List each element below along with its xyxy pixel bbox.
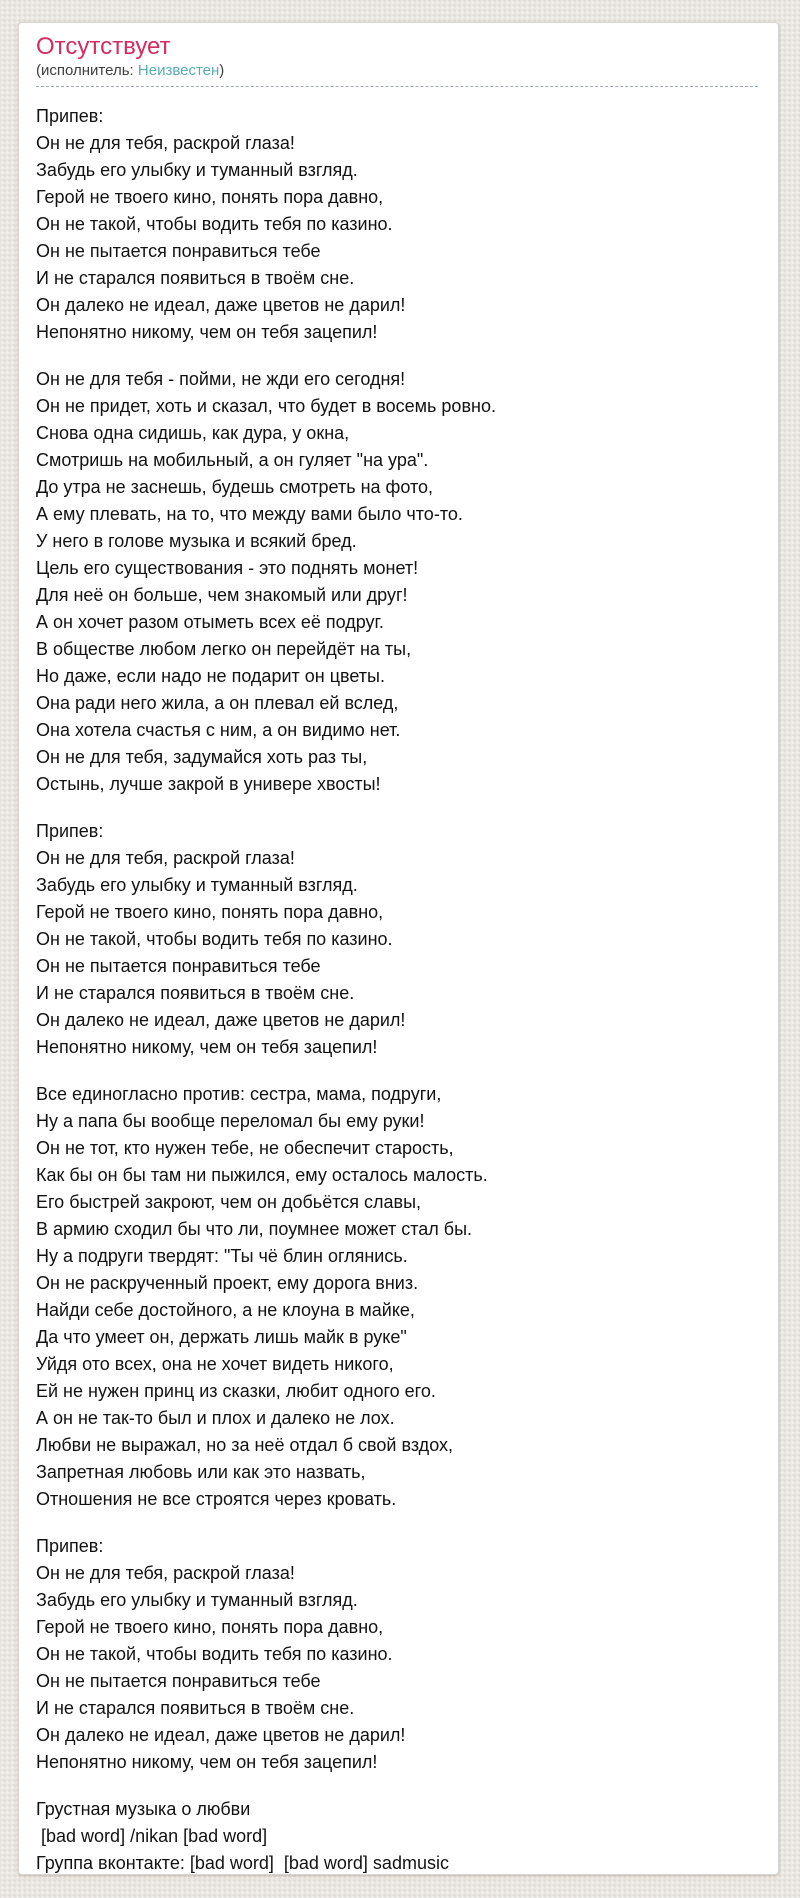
lyric-line: Непонятно никому, чем он тебя зацепил! [36,1037,378,1057]
lyrics-card [18,22,779,1875]
lyric-line: Припев: [36,821,104,841]
lyric-line: Он не для тебя, раскрой глаза! [36,848,295,868]
lyric-line: Он не пытается понравиться тебе [36,241,321,261]
lyrics-block [36,1796,758,1875]
lyric-line: Герой не твоего кино, понять пора давно, [36,1617,384,1637]
lyric-line: Ну а папа бы вообще переломал бы ему руки! [36,1111,425,1131]
lyrics-block [36,1081,758,1513]
lyric-line: Но даже, если надо не подарит он цветы. [36,666,385,686]
lyric-line: Непонятно никому, чем он тебя зацепил! [36,322,378,342]
lyric-line: Она хотела счастья с ним, а он видимо нет. [36,720,401,740]
lyric-line: И не старался появиться в твоём сне. [36,268,355,288]
lyric-line: Для неё он больше, чем знакомый или друг! [36,585,408,605]
lyric-line: Он не такой, чтобы водить тебя по казино. [36,1644,393,1664]
lyric-line: Он далеко не идеал, даже цветов не дарил! [36,1010,406,1030]
lyric-line: Он не пытается понравиться тебе [36,956,321,976]
lyric-line: Ей не нужен принц из сказки, любит одного его. [36,1381,436,1401]
lyric-line: Смотришь на мобильный, а он гуляет "на ура". [36,450,429,470]
lyric-line: [bad word] /nikan [bad word] [36,1826,268,1846]
lyric-line: Герой не твоего кино, понять пора давно, [36,902,384,922]
lyric-line: Уйдя ото всех, она не хочет видеть никого, [36,1354,394,1374]
lyric-line: А он хочет разом отыметь всех её подруг. [36,612,384,632]
lyric-line: Он далеко не идеал, даже цветов не дарил! [36,1725,406,1745]
lyric-line: И не старался появиться в твоём сне. [36,1698,355,1718]
artist-line [36,62,758,87]
lyric-line: Грустная музыка о любви [36,1799,251,1819]
lyric-line: Снова одна сидишь, как дура, у окна, [36,423,350,443]
lyric-line: Он не придет, хоть и сказал, что будет в восемь ровно. [36,396,496,416]
lyric-line: Он не пытается понравиться тебе [36,1671,321,1691]
lyric-line: А ему плевать, на то, что между вами было что-то. [36,504,463,524]
lyric-line: Он не для тебя - пойми, не жди его сегодня! [36,369,406,389]
lyric-line: У него в голове музыка и всякий бред. [36,531,357,551]
lyric-line: Все единогласно против: сестра, мама, подруги, [36,1084,442,1104]
lyric-line: Ну а подруги твердят: "Ты чё блин оглянись. [36,1246,408,1266]
lyric-line: В армию сходил бы что ли, поумнее может стал бы. [36,1219,473,1239]
artist-suffix: ) [219,62,225,79]
lyric-line: Запретная любовь или как это назвать, [36,1462,366,1482]
lyric-line: Забудь его улыбку и туманный взгляд. [36,160,358,180]
lyric-line: Он не для тебя, раскрой глаза! [36,133,295,153]
song-title: Отсутствует [36,33,171,60]
lyric-line: И не старался появиться в твоём сне. [36,983,355,1003]
lyrics-block [36,103,758,346]
lyric-line: Непонятно никому, чем он тебя зацепил! [36,1752,378,1772]
lyric-line: Он не для тебя, раскрой глаза! [36,1563,295,1583]
lyrics-block [36,366,758,798]
lyric-line: Забудь его улыбку и туманный взгляд. [36,875,358,895]
lyric-line: Он не такой, чтобы водить тебя по казино. [36,929,393,949]
lyric-line: Найди себе достойного, а не клоуна в майке, [36,1300,415,1320]
lyric-line: Она ради него жила, а он плевал ей вслед, [36,693,399,713]
lyric-line: Забудь его улыбку и туманный взгляд. [36,1590,358,1610]
lyric-line: Да что умеет он, держать лишь майк в руке" [36,1327,407,1347]
artist-label: (исполнитель: [36,62,134,79]
lyrics-block [36,1533,758,1776]
lyric-line: Он не раскрученный проект, ему дорога вниз. [36,1273,419,1293]
lyric-line: Остынь, лучше закрой в универе хвосты! [36,774,381,794]
lyric-line: Он не тот, кто нужен тебе, не обеспечит старость, [36,1138,454,1158]
lyrics [36,103,758,1875]
lyric-line: Он не такой, чтобы водить тебя по казино. [36,214,393,234]
lyric-line: Любви не выражал, но за неё отдал б свой вздох, [36,1435,453,1455]
lyric-line: Герой не твоего кино, понять пора давно, [36,187,384,207]
lyric-line: Отношения не все строятся через кровать. [36,1489,397,1509]
lyric-line: До утра не заснешь, будешь смотреть на фото, [36,477,434,497]
lyric-line: Припев: [36,1536,104,1556]
lyric-line: Цель его существования - это поднять монет! [36,558,419,578]
lyric-line: Он далеко не идеал, даже цветов не дарил! [36,295,406,315]
lyric-line: Его быстрей закроют, чем он добьётся славы, [36,1192,422,1212]
lyric-line: Он не для тебя, задумайся хоть раз ты, [36,747,368,767]
lyric-line: В обществе любом легко он перейдёт на ты, [36,639,412,659]
lyric-line: Как бы он бы там ни пыжился, ему осталось малость. [36,1165,488,1185]
lyrics-block [36,818,758,1061]
lyric-line: Припев: [36,106,104,126]
lyric-line: А он не так-то был и плох и далеко не лох. [36,1408,395,1428]
lyric-line: Группа вконтакте: [bad word] [bad word] sadmusic [36,1853,449,1873]
artist-link[interactable]: Неизвестен [137,62,220,79]
